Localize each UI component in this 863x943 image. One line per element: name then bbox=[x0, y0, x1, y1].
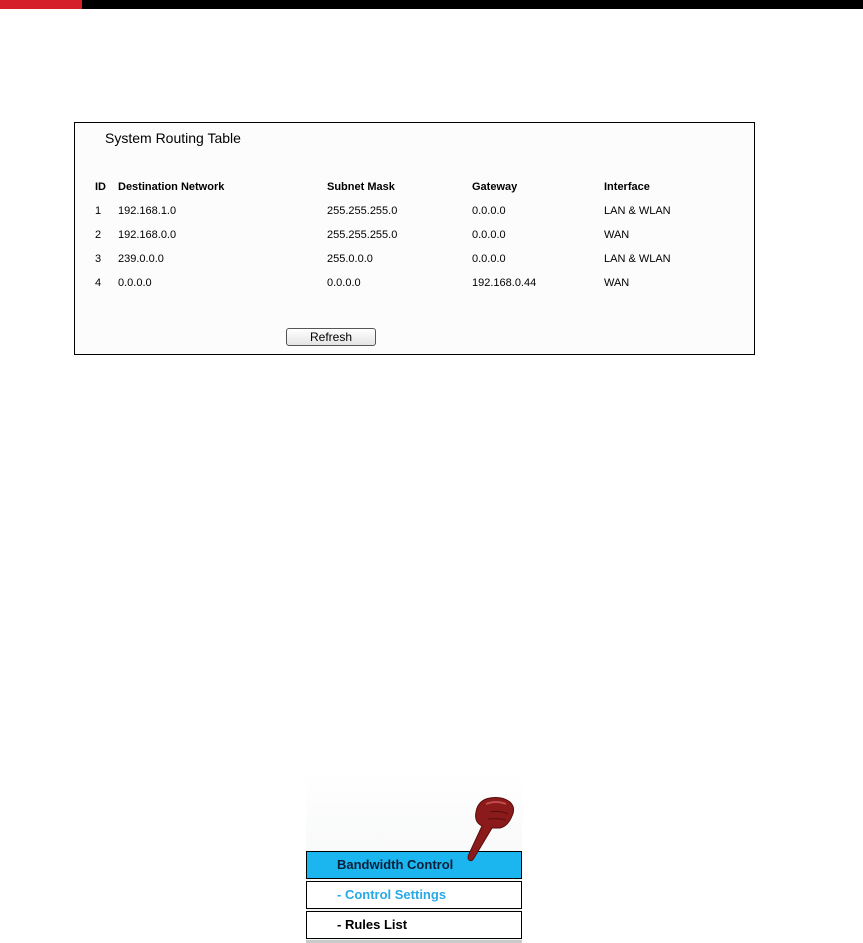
header-accent bbox=[0, 0, 82, 9]
cell-subnet-mask: 255.0.0.0 bbox=[327, 253, 373, 265]
sidebar-menu bbox=[306, 770, 522, 943]
cell-gateway: 0.0.0.0 bbox=[472, 253, 506, 265]
cell-destination: 239.0.0.0 bbox=[118, 253, 164, 265]
menu-item-control-settings[interactable]: - Control Settings bbox=[306, 881, 522, 909]
cell-id: 2 bbox=[95, 229, 102, 241]
pointing-hand-icon bbox=[456, 782, 516, 866]
col-header-interface: Interface bbox=[604, 181, 650, 193]
menu-item-bandwidth-control[interactable]: Bandwidth Control bbox=[306, 851, 522, 879]
cell-destination: 192.168.1.0 bbox=[118, 205, 177, 217]
table-row bbox=[75, 277, 754, 291]
col-header-gateway: Gateway bbox=[472, 181, 518, 193]
cell-id: 3 bbox=[95, 253, 102, 265]
header-bar bbox=[0, 0, 863, 9]
panel-title: System Routing Table bbox=[105, 130, 241, 146]
col-header-destination: Destination Network bbox=[118, 181, 225, 193]
cell-interface: LAN & WLAN bbox=[604, 205, 671, 217]
refresh-button[interactable]: Refresh bbox=[286, 328, 376, 346]
cell-interface: WAN bbox=[604, 229, 630, 241]
routing-table-panel bbox=[74, 122, 755, 355]
table-row bbox=[75, 229, 754, 243]
cell-destination: 0.0.0.0 bbox=[118, 277, 152, 289]
cell-gateway: 192.168.0.44 bbox=[472, 277, 537, 289]
cell-subnet-mask: 255.255.255.0 bbox=[327, 229, 398, 241]
cell-destination: 192.168.0.0 bbox=[118, 229, 177, 241]
col-header-id: ID bbox=[95, 181, 106, 193]
cell-id: 1 bbox=[95, 205, 102, 217]
table-row bbox=[75, 205, 754, 219]
cell-interface: WAN bbox=[604, 277, 630, 289]
cell-interface: LAN & WLAN bbox=[604, 253, 671, 265]
cell-id: 4 bbox=[95, 277, 102, 289]
col-header-subnet-mask: Subnet Mask bbox=[327, 181, 395, 193]
menu-item-rules-list[interactable]: - Rules List bbox=[306, 911, 522, 939]
cell-subnet-mask: 0.0.0.0 bbox=[327, 277, 361, 289]
cell-gateway: 0.0.0.0 bbox=[472, 205, 506, 217]
table-row bbox=[75, 253, 754, 267]
cell-subnet-mask: 255.255.255.0 bbox=[327, 205, 398, 217]
table-header bbox=[75, 181, 754, 195]
cell-gateway: 0.0.0.0 bbox=[472, 229, 506, 241]
